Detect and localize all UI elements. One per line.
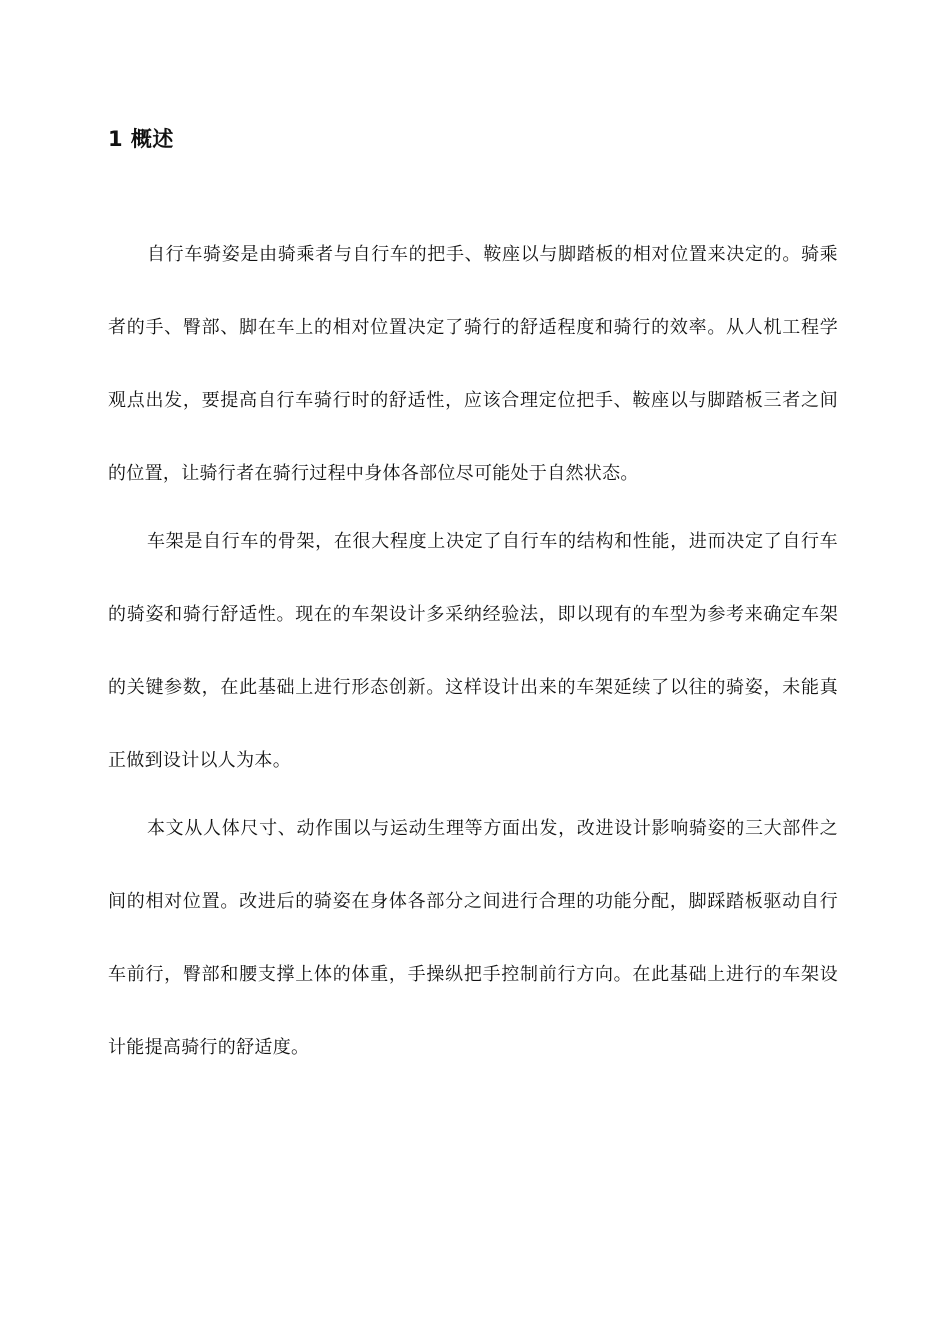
paragraph-text: 车架是自行车的骨架，在很大程度上决定了自行车的结构和性能，进而决定了自行车的骑姿和骑行舒适性。现在的车架设计多采纳经验法，即以现有的车型为参考来确定车架的关键参数，在此基础上进行形态创新。这样设计出来的车架延续了以往的骑姿，未能真正做到设计以人为本。 — [108, 531, 838, 771]
paragraph-text: 自行车骑姿是由骑乘者与自行车的把手、鞍座以与脚踏板的相对位置来决定的。骑乘者的手、臀部、脚在车上的相对位置决定了骑行的舒适程度和骑行的效率。从人机工程学观点出发，要提高自行车骑行时的舒适性，应该合理定位把手、鞍座以与脚踏板三者之间的位置，让骑行者在骑行过程中身体各部位尽可能处于自然状态。 — [108, 244, 838, 484]
paragraph-improvement — [108, 792, 838, 1084]
paragraph-riding-posture — [108, 218, 838, 510]
paragraph-text: 本文从人体尺寸、动作围以与运动生理等方面出发，改进设计影响骑姿的三大部件之间的相对位置。改进后的骑姿在身体各部分之间进行合理的功能分配，脚踩踏板驱动自行车前行，臀部和腰支撑上体的体重，手操纵把手控制前行方向。在此基础上进行的车架设计能提高骑行的舒适度。 — [108, 818, 838, 1058]
paragraph-frame-design — [108, 505, 838, 797]
section-heading: 1 概述 — [108, 127, 174, 151]
